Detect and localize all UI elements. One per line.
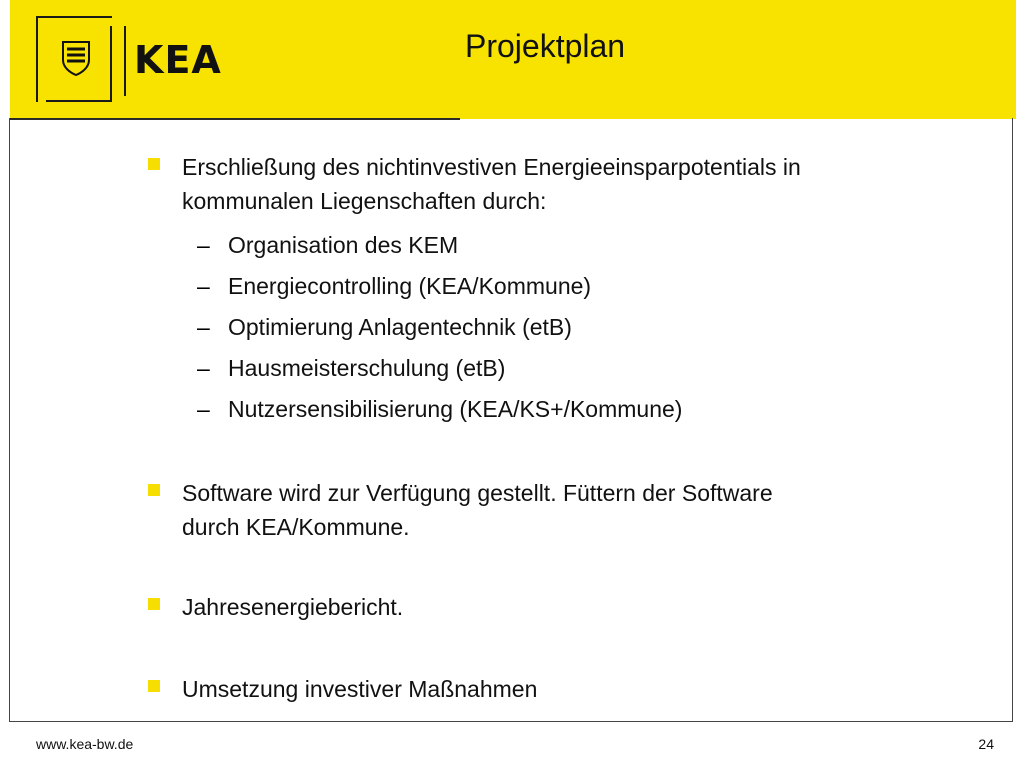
bullet-2-line-2: durch KEA/Kommune. — [182, 514, 410, 540]
slide-title: Projektplan — [465, 28, 626, 64]
sub-item-dash: – — [197, 232, 210, 258]
sub-item-4: Hausmeisterschulung (etB) — [228, 355, 506, 381]
logo-divider — [124, 26, 126, 96]
kea-logo — [36, 16, 226, 104]
sub-item-dash: – — [197, 355, 210, 381]
sub-item-dash: – — [197, 314, 210, 340]
sub-item-3: Optimierung Anlagentechnik (etB) — [228, 314, 572, 340]
bullet-4: Umsetzung investiver Maßnahmen — [182, 676, 538, 702]
sub-item-5: Nutzersensibilisierung (KEA/KS+/Kommune) — [228, 396, 683, 422]
page-number: 24 — [978, 736, 994, 752]
sub-item-dash: – — [197, 396, 210, 422]
bullet-marker — [148, 598, 160, 610]
bullet-3: Jahresenergiebericht. — [182, 594, 404, 620]
sub-item-dash: – — [197, 273, 210, 299]
footer-url: www.kea-bw.de — [36, 736, 134, 752]
bullet-1-line-1: Erschließung des nichtinvestiven Energieeinsparpotentials in — [182, 154, 801, 180]
sub-item-2: Energiecontrolling (KEA/Kommune) — [228, 273, 592, 299]
bullet-1-line-2: kommunalen Liegenschaften durch: — [182, 188, 547, 214]
bullet-marker — [148, 158, 160, 170]
bullet-2-line-1: Software wird zur Verfügung gestellt. Füttern der Software — [182, 480, 773, 506]
bullet-marker — [148, 484, 160, 496]
sub-item-1: Organisation des KEM — [228, 232, 459, 258]
header-divider-line — [10, 118, 460, 120]
coat-of-arms-icon — [61, 40, 91, 76]
bullet-marker — [148, 680, 160, 692]
logo-text: KEA — [134, 38, 222, 82]
